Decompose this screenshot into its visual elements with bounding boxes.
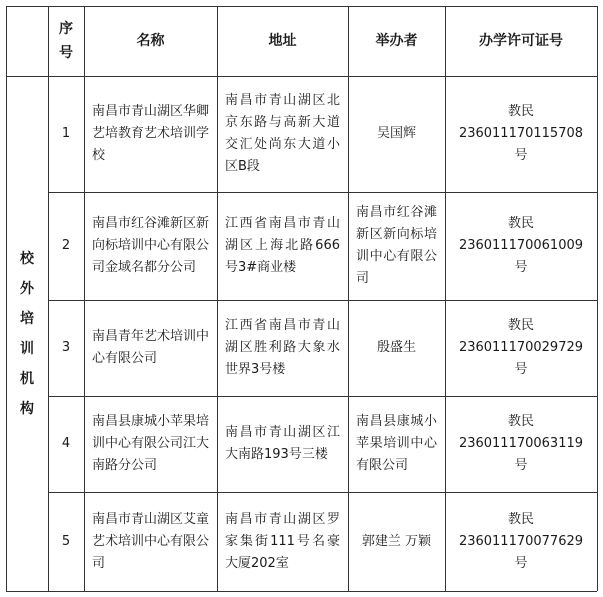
row-1-seq: 1 (61, 126, 71, 141)
header-license: 办学许可证号 (479, 33, 563, 49)
row-2-name: 南昌市红谷滩新区新向标培训中心有限公司金域名都分公司 (92, 216, 210, 275)
row-3-address: 江西省南昌市青山湖区胜利路大象水世界3号楼 (225, 318, 340, 377)
row-2-seq: 2 (61, 238, 71, 253)
row-3-organizer: 殷盛生 (376, 340, 416, 355)
row-3-seq: 3 (61, 340, 71, 355)
header-organizer: 举办者 (375, 33, 418, 49)
row-2-address: 江西省南昌市青山湖区上海北路666号3#商业楼 (225, 216, 340, 275)
row-2-organizer: 南昌市红谷滩新区新向标培训中心有限公司 (356, 205, 437, 286)
row-5-license: 教民 236011170077629号 (458, 511, 584, 571)
row-3-name: 南昌青年艺术培训中心有限公司 (92, 329, 210, 366)
row-4-address: 南昌市青山湖区江大南路193号三楼 (225, 425, 340, 462)
row-5-name: 南昌市青山湖区艾童艺术培训中心有限公司 (92, 511, 210, 571)
row-1-organizer: 吴国辉 (376, 126, 416, 141)
row-5-seq: 5 (61, 533, 71, 549)
row-4-organizer: 南昌县康城小苹果培训中心有限公司 (356, 414, 437, 473)
header-name: 名称 (136, 33, 165, 49)
row-5-organizer: 郭建兰 万颖 (361, 533, 432, 549)
row-4-seq: 4 (61, 436, 71, 451)
category-label: 校外培训机构 (20, 250, 34, 417)
row-1-license: 教民 236011170115708号 (458, 104, 584, 163)
row-2-license: 教民 236011170061009号 (458, 216, 584, 275)
header-seq: 序号 (59, 21, 73, 61)
header-category (6, 6, 48, 76)
row-3-license: 教民 236011170029729号 (458, 318, 584, 377)
header-address: 地址 (268, 33, 297, 49)
row-5-address: 南昌市青山湖区罗家集街111号名豪大厦202室 (225, 511, 340, 571)
row-4-name: 南昌县康城小苹果培训中心有限公司江大南路分公司 (92, 414, 210, 473)
row-1-address: 南昌市青山湖区北京东路与高新大道交汇处尚东大道小区B段 (225, 93, 340, 174)
row-1-name: 南昌市青山湖区华卿艺培教育艺术培训学校 (92, 104, 210, 163)
row-4-license: 教民 236011170063119号 (458, 414, 584, 473)
